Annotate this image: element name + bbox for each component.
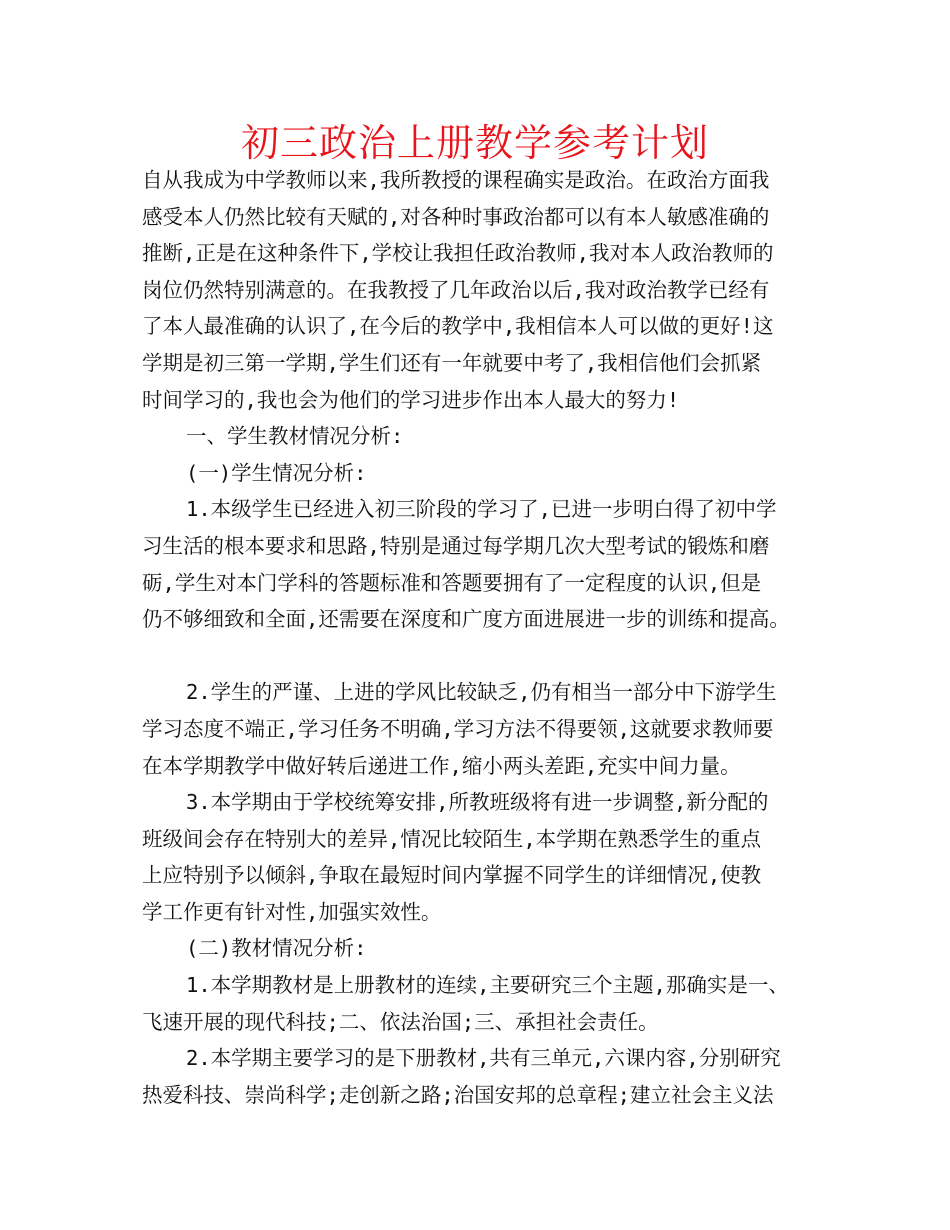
paragraph-line: 1.本学期教材是上册教材的连续,主要研究三个主题,那确实是一、: [186, 973, 789, 998]
paragraph-line: 在本学期教学中做好转后递进工作,缩小两头差距,充实中间力量。: [142, 753, 741, 778]
paragraph-line: 班级间会存在特别大的差异,情况比较陌生,本学期在熟悉学生的重点: [142, 826, 762, 851]
section-heading: 一、学生教材情况分析:: [186, 424, 404, 449]
paragraph-line: 学工作更有针对性,加强实效性。: [142, 899, 442, 924]
paragraph-line: 飞速开展的现代科技;二、依法治国;三、承担社会责任。: [142, 1009, 659, 1034]
paragraph-line: 3.本学期由于学校统筹安排,所教班级将有进一步调整,新分配的: [186, 790, 769, 815]
paragraph-line: 了本人最准确的认识了,在今后的教学中,我相信本人可以做的更好!这: [142, 314, 774, 339]
paragraph-line: 感受本人仍然比较有天赋的,对各种时事政治都可以有本人敏感准确的: [142, 204, 770, 229]
paragraph-line: 习生活的根本要求和思路,特别是通过每学期几次大型考试的锻炼和磨: [142, 533, 770, 558]
paragraph-line: 上应特别予以倾斜,争取在最短时间内掌握不同学生的详细情况,使教: [142, 863, 762, 888]
document-title: 初三政治上册教学参考计划: [240, 121, 709, 165]
paragraph-line: 砺,学生对本门学科的答题标准和答题要拥有了一定程度的认识,但是: [142, 570, 762, 595]
paragraph-line: 热爱科技、崇尚科学;走创新之路;治国安邦的总章程;建立社会主义法: [142, 1082, 774, 1107]
paragraph-line: 自从我成为中学教师以来,我所教授的课程确实是政治。在政治方面我: [142, 168, 770, 192]
paragraph-line: 学习态度不端正,学习任务不明确,学习方法不得要领,这就要求教师要: [142, 716, 774, 741]
paragraph-line: 2.学生的严谨、上进的学风比较缺乏,仍有相当一部分中下游学生: [186, 680, 777, 705]
paragraph-line: 学期是初三第一学期,学生们还有一年就要中考了,我相信他们会抓紧: [142, 350, 762, 375]
paragraph-line: 2.本学期主要学习的是下册教材,共有三单元,六课内容,分别研究: [186, 1046, 781, 1071]
paragraph-gap: [142, 638, 832, 675]
paragraph-line: 推断,正是在这种条件下,学校让我担任政治教师,我对本人政治教师的: [142, 241, 774, 266]
document-body: [142, 162, 832, 1113]
paragraph-line: 岗位仍然特别满意的。在我教授了几年政治以后,我对政治教学已经有: [142, 277, 770, 302]
subsection-heading: (一)学生情况分析:: [186, 460, 367, 485]
subsection-heading: (二)教材情况分析:: [186, 936, 367, 961]
paragraph-line: 时间学习的,我也会为他们的学习进步作出本人最大的努力!: [142, 387, 680, 412]
paragraph-line: 1.本级学生已经进入初三阶段的学习了,已进一步明白得了初中学: [186, 497, 777, 522]
paragraph-line: 仍不够细致和全面,还需要在深度和广度方面进展进一步的训练和提高。: [142, 607, 790, 632]
